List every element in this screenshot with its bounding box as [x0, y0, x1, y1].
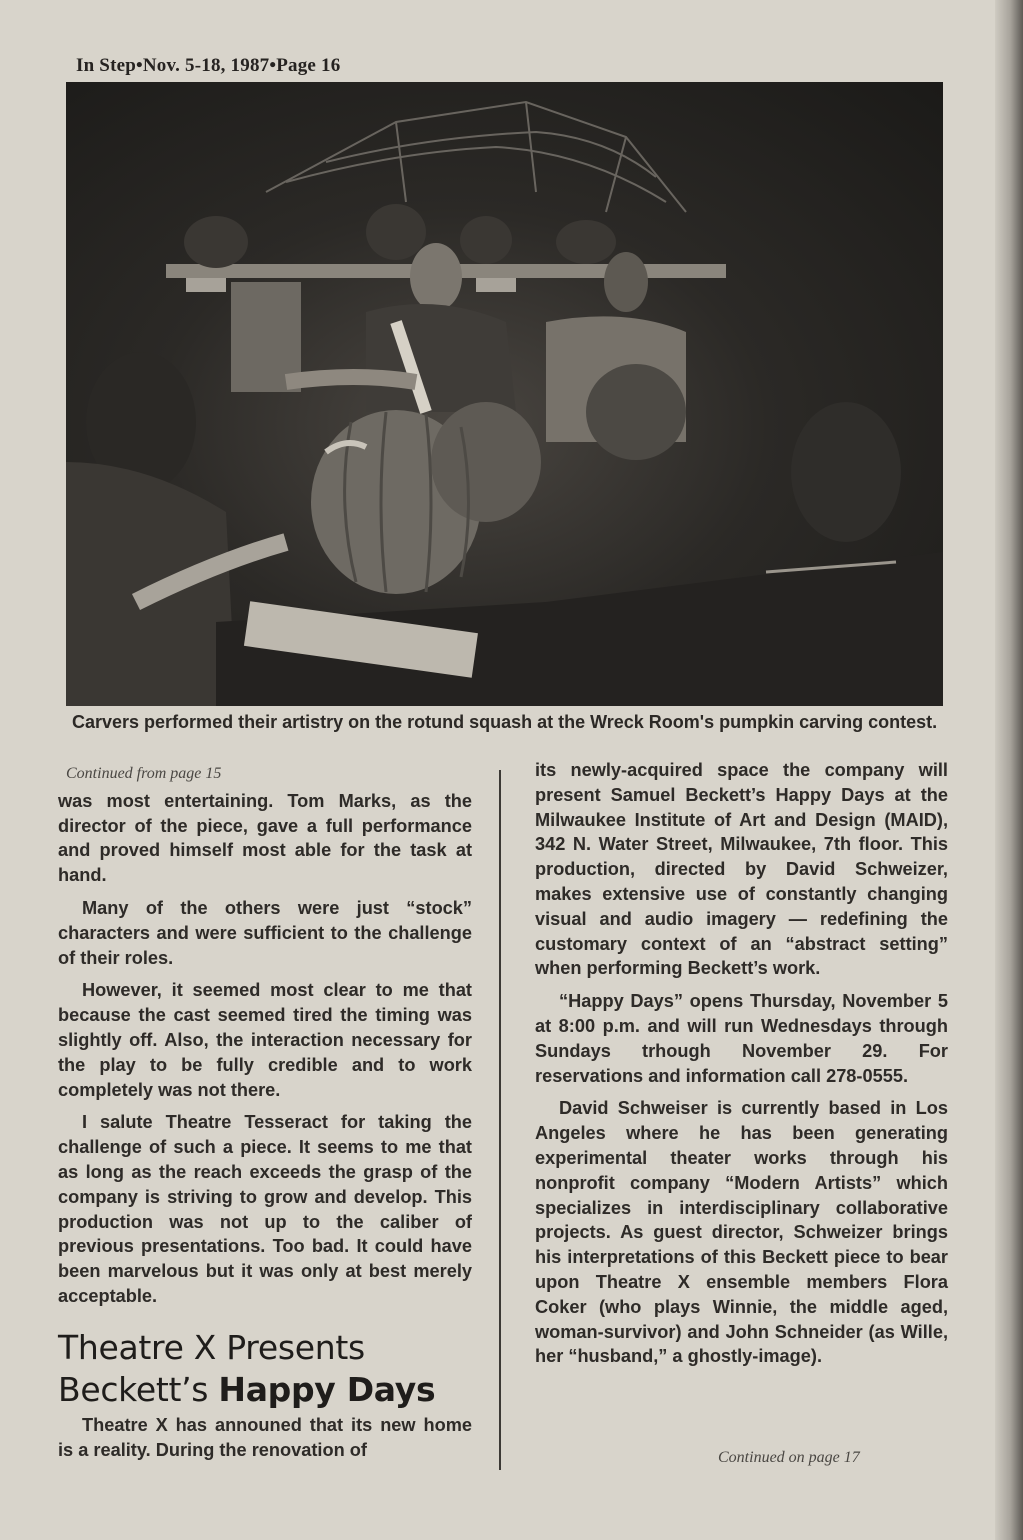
p1-end: at the Milwaukee Institute of Art and Design (MAID), 342 N. Water Street, Milwaukee, 7th floor. This production, directed by David Schweizer, makes extensive use of constantly changing visual and audio imagery — redefining the customary context of an “abstract setting” when performing Beckett’s work.: [535, 784, 948, 979]
paragraph: “Happy Days” opens Thursday, November 5 at 8:00 p.m. and will run Wednesdays through Sundays trhough November 29. For reservations and information call 278-0555.: [535, 991, 948, 1086]
paragraph: Many of the others were just “stock” characters and were sufficient to the challenge of their roles.: [58, 897, 472, 968]
paragraph: Theatre X has announed that its new home is a reality. During the renovation of: [58, 1414, 472, 1460]
p1-start: its newly-acquired space the company will present Samuel Beckett’s: [535, 760, 948, 805]
left-column: [58, 762, 472, 1462]
spiderweb-decoration: [266, 102, 686, 212]
paragraph: However, it seemed most clear to me that because the cast seemed tired the timing was slightly off. Also, the interaction necessary for the play to be fully credible and to work completely was not there.: [58, 980, 472, 1100]
right-column: [535, 758, 948, 1369]
headline-line-2-bold: Happy Days: [218, 1369, 436, 1409]
pumpkin-carving-photo: [66, 82, 943, 706]
paragraph: was most entertaining. Tom Marks, as the director of the piece, gave a full performance and proved himself most able for the task at hand.: [58, 790, 472, 886]
right-carver: [546, 252, 686, 460]
paragraph: David Schweiser is currently based in Los Angeles where he has been generating experimental theater works through his nonprofit company “Modern Artists” which specializes in interdisciplinary collaborative projects. As guest director, Schweizer brings his interpretations of this Beckett piece to bear upon Theatre X ensemble members Flora Coker (who plays Winnie, the middle aged, woman-survivor) and John Schneider (as Wille, her “husband,” a ghostly-image).: [535, 1098, 948, 1367]
page-header: In Step•Nov. 5-18, 1987•Page 16: [76, 55, 341, 76]
play-title: Happy Days: [775, 784, 885, 805]
paragraph: I salute Theatre Tesseract for taking the challenge of such a piece. It seems to me that as long as the reach exceeds the grasp of the company is striving to grow and develop. This production was not up to the caliber of previous presentations. Too bad. It could have been marvelous but it was only at best merely acceptable.: [58, 1112, 472, 1306]
photo-illustration: [66, 82, 943, 706]
continued-from-note: Continued from page 15: [66, 765, 222, 782]
page-edge: [995, 0, 1023, 1540]
headline-line-1: Theatre X Presents: [58, 1327, 365, 1367]
article-headline: [58, 1327, 472, 1411]
far-right-pumpkin: [791, 402, 901, 542]
main-pumpkin: [311, 402, 541, 594]
continued-on-note: Continued on page 17: [718, 1449, 860, 1466]
photo-caption: Carvers performed their artistry on the rotund squash at the Wreck Room's pumpkin carving contest.: [72, 712, 938, 732]
paragraph: [535, 758, 948, 981]
shelf-pumpkins: [184, 204, 616, 268]
column-divider: [499, 770, 501, 1470]
headline-line-2-start: Beckett’s: [58, 1369, 219, 1409]
